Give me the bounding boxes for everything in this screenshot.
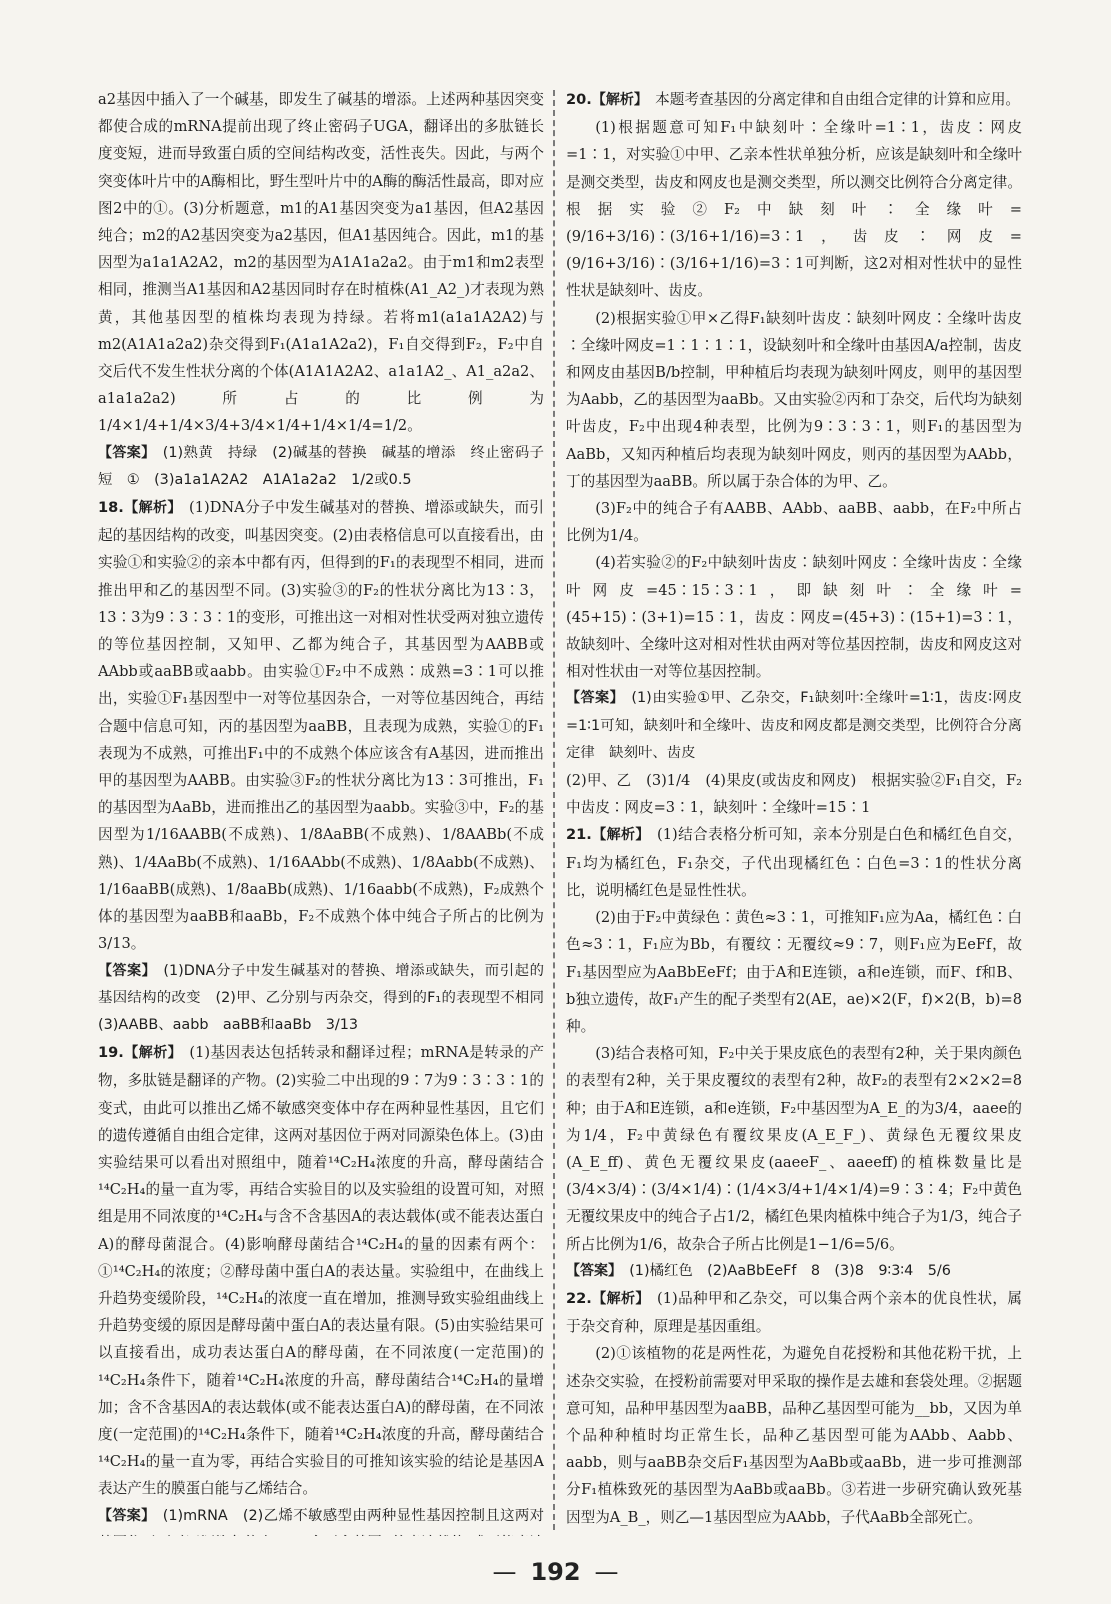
column-divider [553,90,555,1530]
question-number: 21. [566,826,592,844]
paragraph-text: (4)若实验②的F₂中缺刻叶齿皮∶缺刻叶网皮∶全缘叶齿皮∶全缘叶网皮=45∶15∶3∶1，即缺刻叶∶全缘叶=(45+15)∶(3+1)=15∶1，齿皮∶网皮=(45+3)∶(15+1)=3∶1，故缺刻叶、全缘叶这对相对性状由两对等位基因控制，齿皮和网皮这对相对性状由一对等位基因控制。 [566,554,1022,681]
paragraph [566,86,1022,114]
paragraph-text: (1)DNA分子中发生碱基对的替换、增添或缺失，而引起的基因结构的改变 (2)甲、乙分别与丙杂交，得到的F₁的表现型不相同 (3)AABB、aabb aaBB和aaBb 3/13 [98,962,544,1033]
paragraph [566,1285,1022,1340]
analysis-label: 【解析】 [591,827,650,844]
paragraph [98,1503,544,1536]
paragraph-text: (1)熟黄 持绿 (2)碱基的替换 碱基的增添 终止密码子 短 ① (3)a1a1A2A2 A1A1a2a2 1/2或0.5 [98,444,544,488]
paragraph-text: (2)根据实验①甲×乙得F₁缺刻叶齿皮∶缺刻叶网皮∶全缘叶齿皮∶全缘叶网皮=1∶1∶1∶1，设缺刻叶和全缘叶由基因A/a控制，齿皮和网皮由基因B/b控制，甲种植后均表现为缺刻叶网皮，则甲的基因型为Aabb，乙的基因型为aaBb。又由实验②丙和丁杂交，后代均为缺刻叶齿皮，F₂中出现4种表型，比例为9∶3∶3∶1，则F₁的基因型为AaBb，又知丙种植后均表现为缺刻叶网皮，则丙的基因型为AAbb，丁的基因型为aaBB。所以属于杂合体的为甲、乙。 [566,309,1022,490]
paragraph-text: (1)mRNA (2)乙烯不敏感型由两种显性基因控制且这两对 [162,1507,544,1524]
paragraph [566,114,1022,304]
question-number: 20. [566,91,592,108]
paragraph-text: 本题考查基因的分离定律和自由组合定律的计算和应用。 [647,91,1021,108]
question-number: 18. [98,499,124,517]
paragraph-text: (1)结合表格分析可知，亲本分别是白色和橘红色自交，F₁均为橘红色，F₁杂交，子代出现橘红色∶白色=3∶1的性状分离比，说明橘红色是显性性状。 [566,826,1022,899]
paragraph-text: (3)F₂中的纯合子有AABB、AAbb、aaBB、aabb，在F₂中所占比例为1/4。 [566,500,1022,545]
answer-label: 【答案】 [98,1507,156,1524]
left-column [98,86,544,1536]
page-number-value: 192 [530,1558,581,1586]
paragraph [566,904,1022,1040]
paragraph-text: (2)由于F₂中黄绿色∶黄色≈3∶1，可推知F₁应为Aa，橘红色∶白色≈3∶1，F₁应为Bb，有覆纹∶无覆纹≈9∶7，则F₁应为EeFf，故F₁基因型应为AaBbEeFf；由于A和E连锁，a和e连锁，而F、f和B、b独立遗传，故F₁产生的配子类型有2(AE，ae)×2(F，f)×2(B，b)=8种。 [566,909,1022,1035]
paragraph [566,495,1022,549]
question-number: 19. [98,1044,124,1062]
analysis-label: 【解析】 [591,92,648,108]
analysis-label: 【解析】 [123,500,182,517]
analysis-label: 【解析】 [123,1045,183,1062]
paragraph [566,685,1022,767]
paragraph [566,821,1022,904]
paragraph [98,494,544,957]
paragraph [566,305,1022,495]
answer-label: 【答案】 [98,962,157,979]
paragraph [566,767,1022,821]
paragraph [98,440,544,494]
page-number: — 192 — [492,1558,619,1586]
paragraph [566,1340,1022,1530]
paragraph-text: (1)橘红色 (2)AaBbEeFf 8 (3)8 9∶3∶4 5/6 [622,1262,951,1279]
paragraph-text: (2)①该植物的花是两性花，为避免自花授粉和其他花粉干扰，上述杂交实验，在授粉前需要对甲采取的操作是去雄和套袋处理。②据题意可知，品种甲基因型为aaBB，品种乙基因型可能为__bb，又因为单个品种种植时均正常生长，品种乙基因型可能为AAbb、Aabb、aabb，则与aaBB杂交后F₁基因型为AaBb或aaBb，进一步可推测部分F₁植株致死的基因型为AaBb或aaBb。③若进一步研究确认致死基因型为A_B_，则乙—1基因型应为AAbb，子代AaBb全部死亡。 [566,1345,1022,1526]
paragraph [566,1258,1022,1285]
analysis-label: 【解析】 [591,1290,650,1307]
paragraph [98,86,544,440]
paragraph [98,1039,544,1502]
paragraph [566,549,1022,685]
right-column [566,86,1022,1536]
paragraph-text: (1)DNA分子中发生碱基对的替换、增添或缺失，而引起的基因结构的改变，叫基因突变。(2)由表格信息可以直接看出，由实验①和实验②的亲本中都有丙，但得到的F₁的表现型不相同，进而推出甲和乙的基因型不同。(3)实验③的F₂的性状分离比为13∶3，13∶3为9∶3∶3∶1的变形，可推出这一对相对性状受两对独立遗传的等位基因控制，又知甲、乙都为纯合子，其基因型为AABB或AAbb或aaBB或aabb。由实验①F₂中不成熟∶成熟=3∶1可以推出，实验①F₁基因型中一对等位基因杂合，一对等位基因纯合，再结合题中信息可知，丙的基因型为aaBB，且表现为成熟，实验①的F₁表现为不成熟，可推出F₁中的不成熟个体应该含有A基因，进而推出甲的基因型为AABB。由实验③F₂的性状分离比为13∶3可推出，F₁的基因型为AaBb，进而推出乙的基因型为aabb。实验③中，F₂的基因型为1/16AABB(不成熟)、1/8AaBB(不成熟)、1/8AABb(不成熟)、1/4AaBb(不成熟)、1/16AAbb(不成熟)、1/8Aabb(不成熟)、1/16aaBB(成熟)、1/8aaBb(成熟)、1/16aabb(不成熟)，F₂成熟个体的基因型为aaBB和aaBb，F₂不成熟个体中纯合子所占的比例为3/13。 [98,499,544,953]
paragraph [98,958,544,1040]
paragraph-text: (1)基因表达包括转录和翻译过程；mRNA是转录的产物，多肽链是翻译的产物。(2)实验二中出现的9∶7为9∶3∶3∶1的变式，由此可以推出乙烯不敏感突变体中存在两种显性基因，且它们的遗传遵循自由组合定律，这两对基因位于两对同源染色体上。(3)由实验结果可以看出对照组中，随着¹⁴C₂H₄浓度的升高，酵母菌结合¹⁴C₂H₄的量一直为零，再结合实验目的以及实验组的设置可知，对照组是用不同浓度的¹⁴C₂H₄与含不含基因A的表达载体(或不能表达蛋白A)的酵母菌混合。(4)影响酵母菌结合¹⁴C₂H₄的量的因素有两个：①¹⁴C₂H₄的浓度；②酵母菌中蛋白A的表达量。实验组中，在曲线上升趋势变缓阶段，¹⁴C₂H₄的浓度一直在增加，推测导致实验组曲线上升趋势变缓的原因是酵母菌中蛋白A的表达量有限。(5)由实验结果可以直接看出，成功表达蛋白A的酵母菌，在不同浓度(一定范围)的¹⁴C₂H₄条件下，随着¹⁴C₂H₄浓度的升高，酵母菌结合¹⁴C₂H₄的量增加；含不含基因A的表达载体(或不能表达蛋白A)的酵母菌，在不同浓度(一定范围)的¹⁴C₂H₄条件下，随着¹⁴C₂H₄浓度的升高，酵母菌结合¹⁴C₂H₄的量一直为零，再结合实验目的可推知该实验的结论是基因A表达产生的膜蛋白能与乙烯结合。 [98,1044,544,1498]
question-number: 22. [566,1289,592,1307]
paragraph-text: a2基因中插入了一个碱基，即发生了碱基的增添。上述两种基因突变都使合成的mRNA提前出现了终止密码子UGA，翻译出的多肽链长度变短，进而导致蛋白质的空间结构改变，活性丧失。因此，与两个突变体叶片中的A酶相比，野生型叶片中的A酶的酶活性最高，即对应图2中的①。(3)分析题意，m1的A1基因突变为a1基因，但A2基因纯合；m2的A2基因突变为a2基因，但A1基因纯合。因此，m1的基因型为a1a1A2A2，m2的基因型为A1A1a2a2。由于m1和m2表型相同，推测当A1基因和A2基因同时存在时植株(A1_A2_)才表现为熟黄，其他基因型的植株均表现为持绿。若将m1(a1a1A2A2)与m2(A1A1a2a2)杂交得到F₁(A1a1A2a2)，F₁自交得到F₂，F₂中自交后代不发生性状分离的个体(A1A1A2A2、a1a1A2_、A1_a2a2、a1a1a2a2)所占的比例为1/4×1/4+1/4×3/4+3/4×1/4+1/4×1/4=1/2。 [98,91,544,435]
answer-label: 【答案】 [566,1262,622,1279]
paragraph-text: (1)由实验①甲、乙杂交，F₁缺刻叶∶全缘叶=1∶1，齿皮∶网皮=1∶1可知，缺刻叶和全缘叶、齿皮和网皮都是测交类型，比例符合分离定律 缺刻叶、齿皮 [566,690,1022,761]
paragraph-text: (1)品种甲和乙杂交，可以集合两个亲本的优良性状，属于杂交育种，原理是基因重组。 [566,1289,1022,1336]
paragraph [566,1040,1022,1258]
answer-label: 【答案】 [98,444,156,461]
paragraph-text: (1)根据题意可知F₁中缺刻叶∶全缘叶=1∶1，齿皮∶网皮=1∶1，对实验①中甲、乙亲本性状单独分析，应该是缺刻叶和全缘叶是测交类型，齿皮和网皮也是测交类型，所以测交比例符合分离定律。根据实验②F₂中缺刻叶∶全缘叶=(9/16+3/16)∶(3/16+1/16)=3∶1，齿皮∶网皮=(9/16+3/16)∶(3/16+1/16)=3∶1可判断，这2对相对性状中的显性性状是缺刻叶、齿皮。 [566,119,1022,300]
paragraph-text: (3)结合表格可知，F₂中关于果皮底色的表型有2种，关于果肉颜色的表型有2种，关于果皮覆纹的表型有2种，故F₂的表型有2×2×2=8种；由于A和E连锁，a和e连锁，F₂中基因型为A_E_的为3/4，aaee的为1/4，F₂中黄绿色有覆纹果皮(A_E_F_)、黄绿色无覆纹果皮(A_E_ff)、黄色无覆纹果皮(aaeeF_、aaeeff)的植株数量比是(3/4×3/4)∶(3/4×1/4)∶(1/4×3/4+1/4×1/4)=9∶3∶4；F₂中黄色无覆纹果皮中的纯合子占1/2，橘红色果肉植株中纯合子为1/3，纯合子所占比例为1/6，故杂合子所占比例是1−1/6=5/6。 [566,1045,1022,1253]
paragraph-text: (2)甲、乙 (3)1/4 (4)果皮(或齿皮和网皮) 根据实验②F₁自交，F₂中齿皮∶网皮=3∶1，缺刻叶∶全缘叶=15∶1 [566,772,1022,817]
answer-label: 【答案】 [566,690,625,707]
